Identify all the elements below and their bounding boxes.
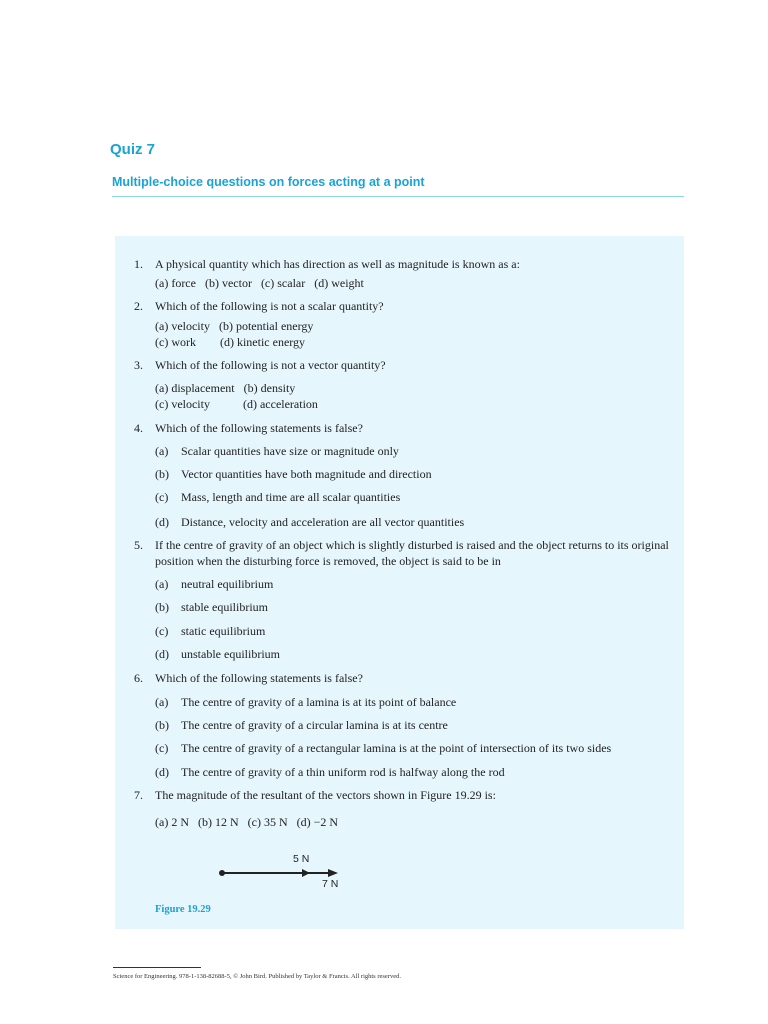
option-label: (a)	[155, 695, 169, 709]
quiz-title: Quiz 7	[110, 141, 156, 158]
question-number: 4.	[134, 421, 143, 435]
footer-copyright: Science for Engineering. 978-1-138-82688-5, © John Bird. Published by Taylor & Francis. All rights reserved.	[113, 973, 401, 980]
arrowhead-5n-icon	[302, 869, 310, 877]
option-text: stable equilibrium	[181, 600, 268, 614]
question-text: Which of the following is not a vector quantity?	[155, 358, 386, 372]
vector-label-5n: 5 N	[293, 853, 310, 865]
question-number: 7.	[134, 788, 143, 802]
option-label: (c)	[155, 624, 169, 638]
option-label: (c)	[155, 741, 169, 755]
option-text: The centre of gravity of a thin uniform rod is halfway along the rod	[181, 765, 505, 779]
option-label: (a)	[155, 577, 169, 591]
option-text: Scalar quantities have size or magnitude only	[181, 444, 399, 458]
question-text: Which of the following is not a scalar quantity?	[155, 299, 384, 313]
question-number: 2.	[134, 299, 143, 313]
question-options: (c) velocity (d) acceleration	[155, 397, 318, 411]
question-number: 6.	[134, 671, 143, 685]
question-text: A physical quantity which has direction as well as magnitude is known as a:	[155, 257, 520, 271]
option-text: static equilibrium	[181, 624, 266, 638]
question-options: (a) displacement (b) density	[155, 381, 296, 395]
figure-caption: Figure 19.29	[155, 904, 211, 915]
option-text: The centre of gravity of a lamina is at its point of balance	[181, 695, 457, 709]
arrowhead-7n-icon	[328, 869, 338, 877]
question-text: Which of the following statements is false?	[155, 671, 363, 685]
question-text: If the centre of gravity of an object which is slightly disturbed is raised and the object returns to its original	[155, 538, 669, 552]
option-label: (a)	[155, 444, 169, 458]
title-divider	[112, 196, 684, 197]
option-label: (b)	[155, 718, 169, 732]
option-text: The centre of gravity of a circular lamina is at its centre	[181, 718, 448, 732]
question-options: (a) velocity (b) potential energy	[155, 319, 314, 333]
option-label: (b)	[155, 467, 169, 481]
option-text: unstable equilibrium	[181, 647, 280, 661]
question-options: (a) force (b) vector (c) scalar (d) weight	[155, 276, 364, 290]
question-text: Which of the following statements is false?	[155, 421, 363, 435]
vector-label-7n: 7 N	[322, 878, 339, 890]
option-label: (d)	[155, 765, 169, 779]
option-text: neutral equilibrium	[181, 577, 274, 591]
option-text: The centre of gravity of a rectangular lamina is at the point of intersection of its two sides	[181, 741, 612, 755]
question-options: (a) 2 N (b) 12 N (c) 35 N (d) −2 N	[155, 815, 339, 829]
question-number: 3.	[134, 358, 143, 372]
option-text: Vector quantities have both magnitude and direction	[181, 467, 432, 481]
quiz-subtitle: Multiple-choice questions on forces acting at a point	[112, 175, 425, 189]
question-number: 5.	[134, 538, 143, 552]
question-number: 1.	[134, 257, 143, 271]
option-label: (b)	[155, 600, 169, 614]
option-label: (d)	[155, 515, 169, 529]
option-label: (d)	[155, 647, 169, 661]
vector-origin-point	[219, 870, 225, 876]
question-text: position when the disturbing force is removed, the object is said to be in	[155, 554, 501, 568]
option-text: Mass, length and time are all scalar quantities	[181, 490, 401, 504]
question-options: (c) work (d) kinetic energy	[155, 335, 306, 349]
footer-divider	[113, 967, 201, 968]
option-text: Distance, velocity and acceleration are all vector quantities	[181, 515, 465, 529]
question-text: The magnitude of the resultant of the vectors shown in Figure 19.29 is:	[155, 788, 496, 802]
option-label: (c)	[155, 490, 169, 504]
